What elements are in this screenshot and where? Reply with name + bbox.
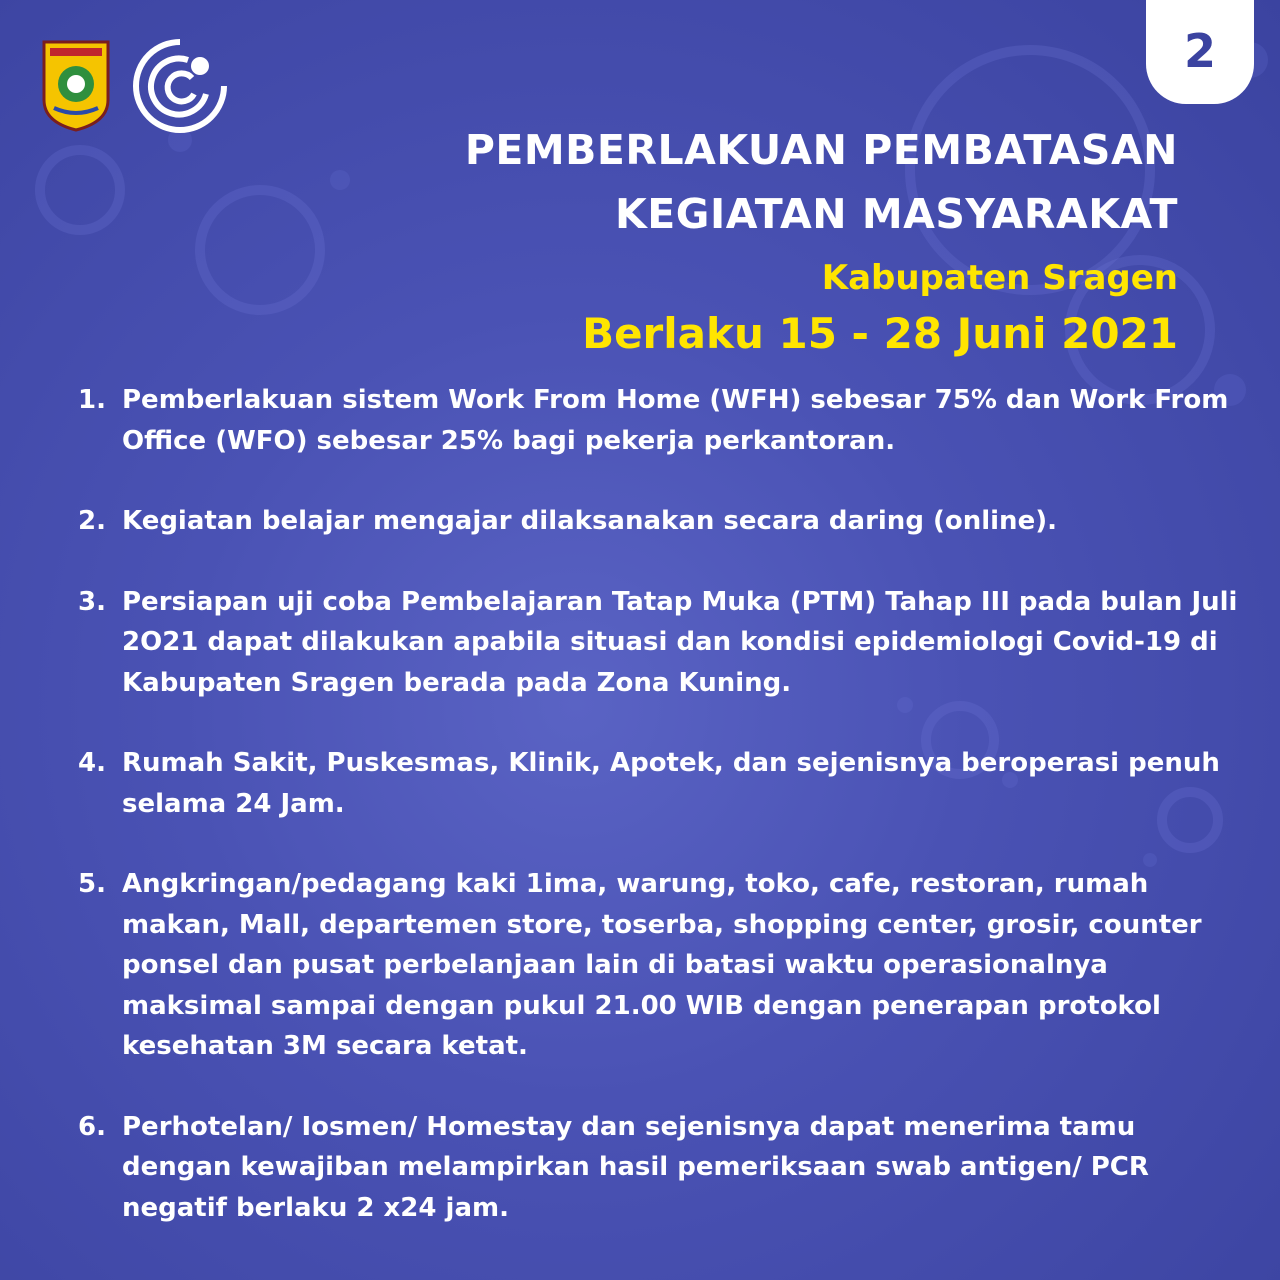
list-item [78, 1107, 1248, 1229]
title-line-2: KEGIATAN MASYARAKAT [615, 190, 1178, 238]
item-number: 4. [78, 748, 106, 778]
logo-group [40, 36, 230, 136]
list-item [78, 582, 1248, 704]
item-text: Rumah Sakit, Puskesmas, Klinik, Apotek, dan sejenisnya beroperasi penuh selama 24 Jam. [122, 748, 1220, 819]
page-number-badge [1146, 0, 1254, 104]
item-number: 5. [78, 869, 106, 899]
item-number: 2. [78, 506, 106, 536]
item-text: Kegiatan belajar mengajar dilaksanakan secara daring (online). [122, 506, 1057, 536]
item-text: Persiapan uji coba Pembelajaran Tatap Muka (PTM) Tahap III pada bulan Juli 2O21 dapat dilakukan apabila situasi dan kondisi epidemiologi Covid-19 di Kabupaten Sragen berada pada Zona Kuning. [122, 586, 1238, 698]
page-number: 2 [1183, 24, 1216, 78]
region-subtitle: Kabupaten Sragen [821, 258, 1178, 298]
item-number: 1. [78, 385, 106, 415]
item-text: Perhotelan/ Iosmen/ Homestay dan sejenisnya dapat menerima tamu dengan kewajiban melampirkan hasil pemeriksaan swab antigen/ PCR negatif berlaku 2 x24 jam. [122, 1111, 1149, 1223]
item-number: 3. [78, 586, 106, 617]
list-item [78, 501, 1248, 542]
ministry-logo-icon [130, 36, 230, 136]
list-item [78, 864, 1248, 1067]
list-item [78, 743, 1248, 824]
item-text: Pemberlakuan sistem Work From Home (WFH) sebesar 75% dan Work From Office (WFO) sebesar 25% bagi pekerja perkantoran. [122, 385, 1229, 456]
regency-emblem-icon [40, 38, 112, 134]
list-item [78, 380, 1248, 461]
item-number: 6. [78, 1111, 106, 1142]
item-text: Angkringan/pedagang kaki 1ima, warung, toko, cafe, restoran, rumah makan, Mall, departemen store, toserba, shopping center, grosir, counter ponsel dan pusat perbelanjaan lain di batasi waktu operasionalnya maksimal sampai dengan pukul 21.00 WIB dengan penerapan protokol kesehatan 3M secara ketat. [122, 869, 1202, 1061]
regulation-list [78, 380, 1248, 1268]
title-block [465, 118, 1178, 362]
validity-dates: Berlaku 15 - 28 Juni 2021 [582, 309, 1178, 358]
title-line-1: PEMBERLAKUAN PEMBATASAN [464, 126, 1178, 174]
